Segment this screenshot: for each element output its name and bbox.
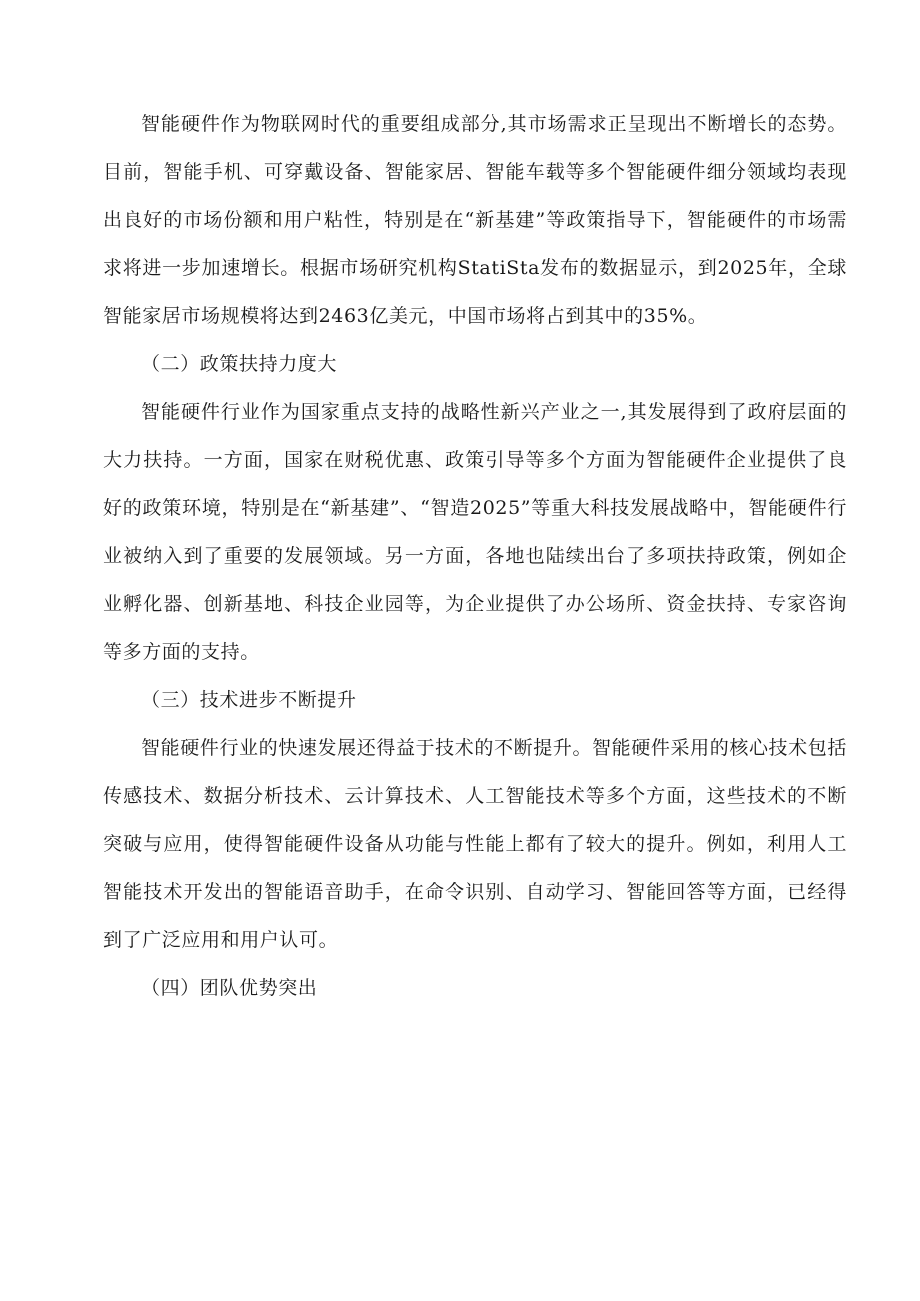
market-demand-paragraph: 智能硬件作为物联网时代的重要组成部分,其市场需求正呈现出不断增长的态势。目前，智能手机、可穿戴设备、智能家居、智能车载等多个智能硬件细分领域均表现出良好的市场份额和用户粘性，特别是在“新基建”等政策指导下，智能硬件的市场需求将进一步加速增长。根据市场研究机构StatiSta发布的数据显示，到2025年，全球智能家居市场规模将达到2463亿美元，中国市场将占到其中的35%。: [103, 113, 847, 327]
document-body: [103, 100, 847, 1012]
section-heading-technology-progress: （三）技术进步不断提升: [141, 689, 357, 711]
policy-support-paragraph: 智能硬件行业作为国家重点支持的战略性新兴产业之一,其发展得到了政府层面的大力扶持。一方面，国家在财税优惠、政策引导等多个方面为智能硬件企业提供了良好的政策环境，特别是在“新基建”、“智造2025”等重大科技发展战略中，智能硬件行业被纳入到了重要的发展领域。另一方面，各地也陆续出台了多项扶持政策，例如企业孵化器、创新基地、科技企业园等，为企业提供了办公场所、资金扶持、专家咨询等多方面的支持。: [103, 401, 847, 663]
section-heading-team-advantage: （四）团队优势突出: [141, 977, 318, 999]
technology-progress-paragraph: 智能硬件行业的快速发展还得益于技术的不断提升。智能硬件采用的核心技术包括传感技术、数据分析技术、云计算技术、人工智能技术等多个方面，这些技术的不断突破与应用，使得智能硬件设备从功能与性能上都有了较大的提升。例如，利用人工智能技术开发出的智能语音助手，在命令识别、自动学习、智能回答等方面，已经得到了广泛应用和用户认可。: [103, 737, 847, 951]
section-heading-policy-support: （二）政策扶持力度大: [141, 353, 338, 375]
